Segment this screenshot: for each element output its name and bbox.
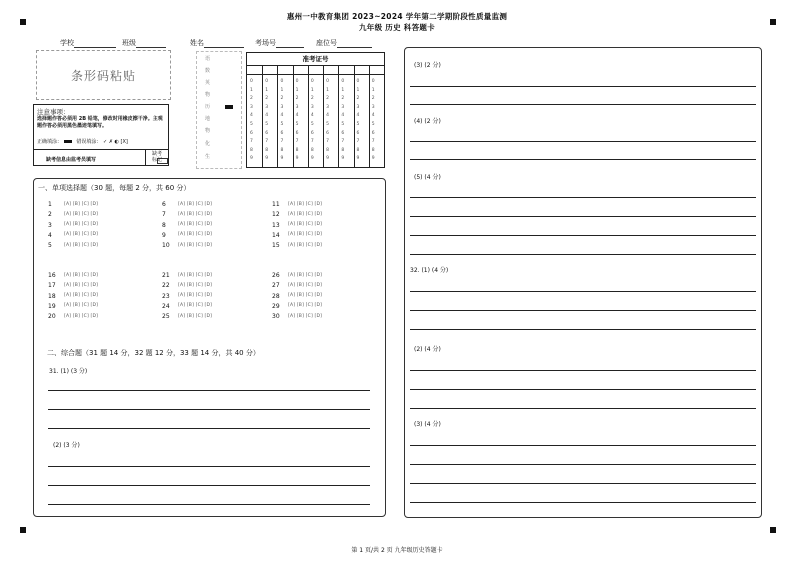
exam-id-bubble[interactable]: 8	[265, 147, 269, 153]
answer-line[interactable]	[410, 104, 756, 105]
exam-id-bubble[interactable]: 8	[295, 147, 299, 153]
exam-id-bubble[interactable]: 6	[356, 130, 360, 136]
name-field[interactable]: 姓名	[190, 38, 244, 48]
exam-id-bubble[interactable]: 7	[280, 139, 284, 145]
mc-question-number: 29	[272, 302, 280, 310]
answer-line[interactable]	[410, 216, 756, 217]
mc-question-number: 19	[48, 302, 56, 310]
mc-question-number: 24	[162, 302, 170, 310]
exam-id-bubble[interactable]: 1	[326, 87, 329, 93]
barcode-label: 条形码粘贴	[70, 68, 136, 83]
mc-option-bubbles[interactable]: [A] [B] [C] [D]	[64, 222, 99, 228]
exam-id-bubble[interactable]: 8	[280, 147, 284, 153]
class-field[interactable]: 班级	[122, 38, 166, 48]
exam-id-bubble[interactable]: 8	[371, 147, 375, 153]
page-subtitle: 九年级 历史 科答题卡	[358, 23, 436, 32]
exam-id-bubble[interactable]: 0	[280, 79, 284, 84]
mc-option-bubbles[interactable]: [A] [B] [C] [D]	[178, 313, 213, 319]
exam-id-bubble[interactable]: 6	[265, 130, 269, 136]
mc-option-bubbles[interactable]: [A] [B] [C] [D]	[178, 282, 213, 288]
exam-id-bubble[interactable]: 1	[341, 87, 345, 93]
exam-id-bubble[interactable]: 6	[250, 130, 253, 136]
mc-option-bubbles[interactable]: [A] [B] [C] [D]	[64, 211, 99, 217]
mc-question-number: 30	[272, 313, 280, 321]
q31-1-label: 31. (1) (3 分)	[49, 368, 88, 375]
answer-line[interactable]	[410, 254, 756, 255]
q32-3-label: (3) (4 分)	[414, 421, 441, 428]
exam-id-bubble[interactable]: 9	[356, 156, 360, 162]
mc-question-number: 14	[272, 231, 280, 239]
exam-id-bubble[interactable]: 4	[250, 113, 253, 119]
mc-question-number: 10	[162, 242, 170, 250]
subject-item: 物	[205, 128, 211, 134]
exam-id-bubble[interactable]: 4	[280, 113, 284, 119]
exam-id-bubble[interactable]: 5	[326, 122, 329, 127]
exam-id-bubble[interactable]: 7	[341, 139, 345, 145]
exam-id-bubble[interactable]: 3	[295, 104, 299, 110]
comp-section-title: 二、综合题（31 题 14 分，32 题 12 分，33 题 14 分，共 40 分）	[47, 349, 260, 357]
mc-option-bubbles[interactable]: [A] [B] [C] [D]	[178, 211, 213, 217]
answer-line[interactable]	[410, 483, 756, 484]
exam-id-bubble[interactable]: 3	[326, 104, 329, 110]
barcode-area	[36, 50, 171, 100]
answer-line[interactable]	[410, 445, 756, 446]
notice-body: 选择题作答必须用 2B 铅笔，修改时用橡皮擦干净。主观题作答必须用黑色墨迹笔填写。	[37, 116, 163, 129]
exam-id-bubble[interactable]: 2	[310, 96, 314, 102]
absent-checkbox[interactable]	[157, 158, 168, 164]
mc-option-bubbles[interactable]: [A] [B] [C] [D]	[288, 222, 323, 228]
answer-line[interactable]	[410, 502, 756, 503]
exam-id-bubble[interactable]: 2	[265, 96, 269, 102]
mc-option-bubbles[interactable]: [A] [B] [C] [D]	[64, 232, 99, 238]
absent-note: 缺考信息由监考员填写	[46, 157, 97, 163]
exam-id-bubble[interactable]: 8	[326, 147, 329, 153]
exam-id-bubble[interactable]: 6	[341, 130, 345, 136]
exam-id-bubble[interactable]: 4	[265, 113, 269, 119]
mc-option-bubbles[interactable]: [A] [B] [C] [D]	[288, 313, 323, 319]
exam-id-grid[interactable]	[246, 52, 385, 168]
exam-id-bubble[interactable]: 7	[310, 139, 314, 145]
mc-option-bubbles[interactable]: [A] [B] [C] [D]	[64, 313, 99, 319]
mc-option-bubbles[interactable]: [A] [B] [C] [D]	[64, 293, 99, 299]
mc-question-number: 25	[162, 313, 170, 321]
exam-id-bubble[interactable]: 0	[265, 79, 269, 84]
exam-id-bubble[interactable]: 7	[356, 139, 360, 145]
subject-item: 化	[205, 141, 211, 147]
subject-item: 地	[205, 116, 211, 122]
exam-id-bubble[interactable]: 5	[295, 122, 299, 127]
subject-item: 历	[205, 104, 211, 110]
mc-question-number: 20	[48, 313, 56, 321]
mc-option-bubbles[interactable]: [A] [B] [C] [D]	[288, 282, 323, 288]
exam-id-bubble[interactable]: 5	[341, 122, 345, 127]
exam-id-bubble[interactable]: 3	[356, 104, 360, 110]
exam-id-bubble[interactable]: 7	[295, 139, 299, 145]
mc-option-bubbles[interactable]: [A] [B] [C] [D]	[288, 293, 323, 299]
exam-id-bubble[interactable]: 2	[356, 96, 360, 102]
exam-id-column-divider	[293, 65, 294, 167]
exam-id-bubble[interactable]: 5	[356, 122, 360, 127]
answer-line[interactable]	[48, 504, 370, 505]
answer-line[interactable]	[48, 466, 370, 467]
mc-question-number: 18	[48, 292, 56, 300]
subject-item: 英	[205, 80, 211, 86]
exam-id-bubble[interactable]: 0	[326, 79, 329, 84]
answer-line[interactable]	[48, 428, 370, 429]
mc-option-bubbles[interactable]: [A] [B] [C] [D]	[64, 201, 99, 207]
answer-line[interactable]	[410, 141, 756, 142]
mc-question-number: 2	[48, 211, 52, 219]
exam-id-bubble[interactable]: 6	[295, 130, 299, 136]
answer-line[interactable]	[410, 464, 756, 465]
mc-question-number: 16	[48, 272, 56, 279]
exam-id-bubble[interactable]: 6	[280, 130, 284, 136]
mc-question-number: 28	[272, 292, 280, 300]
answer-line[interactable]	[410, 197, 756, 198]
mc-question-number: 1	[48, 201, 52, 208]
exam-id-bubble[interactable]: 2	[280, 96, 284, 102]
exam-id-bubble[interactable]: 8	[310, 147, 314, 153]
exam-id-bubble[interactable]: 7	[250, 139, 253, 145]
mc-question-number: 27	[272, 282, 280, 290]
exam-id-bubble[interactable]: 5	[310, 122, 314, 127]
exam-id-bubble[interactable]: 4	[341, 113, 345, 119]
exam-id-bubble[interactable]: 5	[280, 122, 284, 127]
exam-id-bubble[interactable]: 0	[356, 79, 360, 84]
exam-id-bubble[interactable]: 9	[295, 156, 299, 162]
mc-option-bubbles[interactable]: [A] [B] [C] [D]	[178, 303, 213, 309]
mc-question-number: 23	[162, 292, 170, 300]
exam-id-bubble[interactable]: 8	[356, 147, 360, 153]
subject-item: 物	[205, 92, 211, 98]
mc-question-number: 9	[162, 231, 166, 239]
q4-label: (4) (2 分)	[414, 118, 441, 125]
subject-item: 生	[205, 154, 211, 160]
answer-line[interactable]	[410, 86, 756, 87]
exam-id-bubble[interactable]: 2	[250, 96, 253, 102]
mc-section-title: 一、单项选择题（30 题，每题 2 分，共 60 分）	[38, 184, 191, 192]
exam-id-bubble[interactable]: 4	[356, 113, 360, 119]
mc-option-bubbles[interactable]: [A] [B] [C] [D]	[64, 303, 99, 309]
exam-id-bubble[interactable]: 0	[371, 79, 375, 84]
exam-id-bubble[interactable]: 9	[326, 156, 329, 162]
mc-option-bubbles[interactable]: [A] [B] [C] [D]	[64, 242, 99, 248]
answer-line[interactable]	[410, 310, 756, 311]
exam-id-bubble[interactable]: 1	[295, 87, 299, 93]
page-footer: 第 1 页/共 2 页 九年级历史答题卡	[351, 547, 443, 554]
exam-id-bubble[interactable]: 9	[250, 156, 253, 162]
exam-id-bubble[interactable]: 6	[371, 130, 375, 136]
answer-line[interactable]	[410, 235, 756, 236]
mc-option-bubbles[interactable]: [A] [B] [C] [D]	[288, 242, 323, 248]
exam-id-bubble[interactable]: 0	[250, 79, 253, 84]
exam-id-bubble[interactable]: 5	[371, 122, 375, 127]
mc-question-number: 13	[272, 221, 280, 229]
notice-heading: 注意事项：	[37, 108, 70, 116]
exam-id-bubble[interactable]: 3	[341, 104, 345, 110]
exam-id-bubble[interactable]: 1	[280, 87, 284, 93]
exam-id-bubble[interactable]: 3	[280, 104, 284, 110]
seat-field[interactable]: 座位号	[316, 38, 372, 48]
exam-id-bubble[interactable]: 2	[341, 96, 345, 102]
mc-question-number: 17	[48, 282, 56, 290]
registration-mark	[20, 527, 26, 533]
exam-id-bubble[interactable]: 4	[371, 113, 375, 119]
mc-option-bubbles[interactable]: [A] [B] [C] [D]	[64, 282, 99, 288]
mc-question-number: 4	[48, 231, 52, 239]
exam-id-column-divider	[354, 65, 355, 167]
mc-option-bubbles[interactable]: [A] [B] [C] [D]	[178, 272, 213, 278]
subject-selected-mark	[225, 105, 233, 109]
exam-id-bubble[interactable]: 3	[265, 104, 269, 110]
q31-2-label: (2) (3 分)	[53, 442, 80, 449]
exam-id-bubble[interactable]: 7	[326, 139, 329, 145]
correct-fill-sample	[64, 140, 72, 143]
exam-id-bubble[interactable]: 4	[310, 113, 314, 119]
mc-question-number: 7	[162, 211, 166, 219]
q32-1-label: 32. (1) (4 分)	[410, 267, 449, 274]
exam-id-bubble[interactable]: 0	[310, 79, 314, 84]
exam-id-bubble[interactable]: 3	[250, 104, 253, 110]
exam-id-bubble[interactable]: 3	[310, 104, 314, 110]
exam-id-bubble[interactable]: 9	[265, 156, 269, 162]
exam-id-bubble[interactable]: 1	[371, 87, 375, 93]
exam-id-bubble[interactable]: 9	[280, 156, 284, 162]
answer-line[interactable]	[410, 329, 756, 330]
exam-id-bubble[interactable]: 6	[310, 130, 314, 136]
mc-option-bubbles[interactable]: [A] [B] [C] [D]	[288, 211, 323, 217]
answer-line[interactable]	[48, 485, 370, 486]
exam-id-bubble[interactable]: 0	[295, 79, 299, 84]
answer-line[interactable]	[410, 291, 756, 292]
exam-id-bubble[interactable]: 8	[250, 147, 253, 153]
mc-question-number: 21	[162, 272, 170, 279]
subject-item: 数	[205, 68, 211, 74]
mc-question-number: 5	[48, 242, 52, 250]
fill-examples: 正确填涂： 错误填涂： ✓ ✗ ◐ [X]	[37, 139, 128, 145]
mc-question-number: 8	[162, 221, 166, 229]
notice-box	[33, 104, 169, 166]
mc-question-number: 6	[162, 201, 166, 208]
mc-question-number: 22	[162, 282, 170, 290]
mc-option-bubbles[interactable]: [A] [B] [C] [D]	[178, 242, 213, 248]
mc-option-bubbles[interactable]: [A] [B] [C] [D]	[288, 201, 323, 207]
absent-label: 缺考标记	[152, 151, 163, 163]
exam-id-bubble[interactable]: 2	[326, 96, 329, 102]
exam-id-bubble[interactable]: 9	[341, 156, 345, 162]
exam-id-bubble[interactable]: 1	[250, 87, 253, 93]
q5-label: (5) (4 分)	[414, 174, 441, 181]
mc-option-bubbles[interactable]: [A] [B] [C] [D]	[178, 232, 213, 238]
exam-id-bubble[interactable]: 7	[371, 139, 375, 145]
registration-mark	[770, 527, 776, 533]
exam-id-bubble[interactable]: 5	[250, 122, 253, 127]
mc-option-bubbles[interactable]: [A] [B] [C] [D]	[288, 272, 323, 278]
exam-id-bubble[interactable]: 2	[295, 96, 299, 102]
exam-id-bubble[interactable]: 1	[356, 87, 360, 93]
mc-option-bubbles[interactable]: [A] [B] [C] [D]	[178, 293, 213, 299]
exam-id-column-divider	[369, 65, 370, 167]
exam-id-column-divider	[277, 65, 278, 167]
exam-id-bubble[interactable]: 5	[265, 122, 269, 127]
page-title: 惠州一中教育集团 2023~2024 学年第二学期阶段性质量监测	[286, 12, 508, 21]
answer-line[interactable]	[410, 370, 756, 371]
q32-2-label: (2) (4 分)	[414, 346, 441, 353]
exam-room-field[interactable]: 考场号	[255, 38, 304, 48]
exam-id-column-divider	[308, 65, 309, 167]
exam-id-bubble[interactable]: 4	[326, 113, 329, 119]
exam-id-bubble[interactable]: 8	[341, 147, 345, 153]
answer-line[interactable]	[410, 159, 756, 160]
exam-id-bubble[interactable]: 6	[326, 130, 329, 136]
mc-question-number: 3	[48, 221, 52, 229]
exam-id-bubble[interactable]: 1	[310, 87, 314, 93]
exam-id-column-divider	[262, 65, 263, 167]
exam-id-bubble[interactable]: 3	[371, 104, 375, 110]
q3-label: (3) (2 分)	[414, 62, 441, 69]
mc-question-number: 15	[272, 242, 280, 250]
exam-id-bubble[interactable]: 2	[371, 96, 375, 102]
answer-section-right	[404, 47, 762, 518]
mc-option-bubbles[interactable]: [A] [B] [C] [D]	[178, 201, 213, 207]
mc-option-bubbles[interactable]: [A] [B] [C] [D]	[288, 303, 323, 309]
exam-id-bubble[interactable]: 1	[265, 87, 269, 93]
exam-id-bubble[interactable]: 7	[265, 139, 269, 145]
exam-id-column-divider	[323, 65, 324, 167]
school-field[interactable]: 学校	[60, 38, 116, 48]
exam-id-column-divider	[338, 65, 339, 167]
exam-id-title: 准考证号	[247, 53, 384, 66]
mc-question-number: 12	[272, 211, 280, 219]
subject-column	[196, 51, 242, 169]
answer-line[interactable]	[48, 390, 370, 391]
exam-id-bubble[interactable]: 4	[295, 113, 299, 119]
answer-line[interactable]	[410, 408, 756, 409]
answer-line[interactable]	[410, 389, 756, 390]
mc-option-bubbles[interactable]: [A] [B] [C] [D]	[64, 272, 99, 278]
mc-question-number: 26	[272, 272, 280, 279]
subject-item: 语	[205, 56, 211, 62]
answer-line[interactable]	[48, 409, 370, 410]
exam-id-bubble[interactable]: 0	[341, 79, 345, 84]
exam-id-bubble[interactable]: 9	[310, 156, 314, 162]
mc-option-bubbles[interactable]: [A] [B] [C] [D]	[178, 222, 213, 228]
wrong-fill-samples: ✓ ✗ ◐ [X]	[103, 139, 128, 145]
mc-question-number: 11	[272, 201, 280, 208]
exam-id-bubble[interactable]: 9	[371, 156, 375, 162]
mc-option-bubbles[interactable]: [A] [B] [C] [D]	[288, 232, 323, 238]
